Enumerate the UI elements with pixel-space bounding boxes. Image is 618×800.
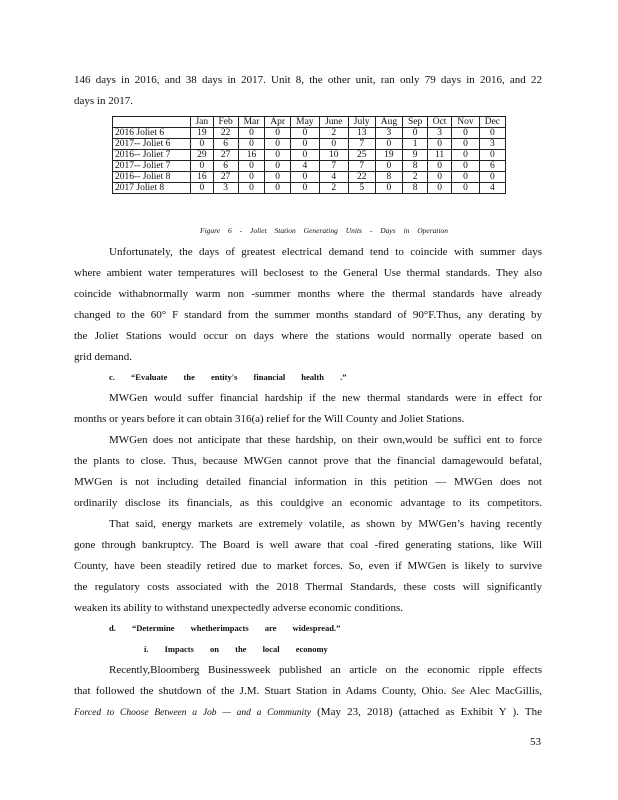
table-cell: 0: [403, 128, 428, 139]
para1-line: the Joliet Stations would occur on days where the stations would normally operate based on: [74, 330, 542, 342]
table-cell: 7: [348, 161, 375, 172]
row-label: 2017-- Joliet 7: [113, 161, 191, 172]
table-cell: 29: [190, 150, 213, 161]
table-header-cell: Oct: [428, 117, 452, 128]
table-cell: 0: [452, 172, 480, 183]
table-cell: 0: [479, 150, 505, 161]
table-header-row: [113, 117, 506, 128]
para5-text: that followed the shutdown of the J.M. Stuart Station in Adams County, Ohio.: [74, 685, 447, 697]
table-header-cell: Mar: [238, 117, 265, 128]
table-cell: 19: [190, 128, 213, 139]
table-cell: 0: [375, 161, 403, 172]
citation-author: Alec MacGillis,: [469, 685, 543, 697]
row-label: 2016 Joliet 6: [113, 128, 191, 139]
table-header-cell: Jan: [190, 117, 213, 128]
table-cell: 0: [452, 128, 480, 139]
table-cell: 6: [213, 139, 238, 150]
para1-line: Unfortunately, the days of greatest electrical demand tend to coincide with summer days: [109, 246, 542, 258]
table-row: [113, 183, 506, 194]
table-cell: 4: [319, 172, 348, 183]
para5-line: Recently,Bloomberg Businessweek published an article on the economic ripple effects: [109, 664, 542, 676]
table-cell: 16: [190, 172, 213, 183]
table-cell: 9: [403, 150, 428, 161]
page-number: 53: [530, 736, 541, 748]
heading-c: c. “Evaluate the entity's financial health .”: [109, 372, 347, 382]
table-cell: 10: [319, 150, 348, 161]
table-cell: 6: [213, 161, 238, 172]
table-header-cell: Nov: [452, 117, 480, 128]
para5-line: [74, 685, 542, 699]
table-cell: 11: [428, 150, 452, 161]
table-cell: 0: [238, 183, 265, 194]
heading-d: d. “Determine whetherimpacts are widespread.”: [109, 623, 341, 633]
table-cell: 4: [290, 161, 319, 172]
para4-line: the regulatory costs associated with the 2018 Thermal Standards, these costs will significantly: [74, 581, 542, 593]
table-row: [113, 172, 506, 183]
row-label: 2017-- Joliet 6: [113, 139, 191, 150]
table-cell: 22: [348, 172, 375, 183]
table-cell: 1: [403, 139, 428, 150]
table-cell: 0: [290, 128, 319, 139]
para1-line: coincide withabnormally warm non -summer months where the thermal standards have already: [74, 288, 542, 300]
table-cell: 3: [375, 128, 403, 139]
table-header-cell: May: [290, 117, 319, 128]
table-header-cell: Dec: [479, 117, 505, 128]
table-cell: 2: [403, 172, 428, 183]
row-label: 2016-- Joliet 7: [113, 150, 191, 161]
table-cell: 0: [428, 161, 452, 172]
table-cell: 0: [375, 183, 403, 194]
table-cell: 0: [375, 139, 403, 150]
table-cell: 0: [479, 128, 505, 139]
table-header-cell: July: [348, 117, 375, 128]
para2-line: months or years before it can obtain 316(a) relief for the Will County and Joliet Stations.: [74, 413, 465, 425]
table-cell: 22: [213, 128, 238, 139]
table-row: [113, 161, 506, 172]
table-cell: 3: [428, 128, 452, 139]
heading-i: i. Impacts on the local economy: [144, 644, 328, 654]
citation-tail: (May 23, 2018) (attached as Exhibit Y ). The: [317, 706, 542, 718]
para4-line: gone through bankruptcy. The Board is well aware that coal -fired generating stations, like Will: [74, 539, 542, 551]
figure-caption: Figure 6 - Joliet Station Generating Units - Days in Operation: [200, 226, 449, 235]
intro-line-2: days in 2017.: [74, 95, 133, 107]
table-cell: 0: [238, 139, 265, 150]
table-cell: 0: [452, 161, 480, 172]
table-row: [113, 128, 506, 139]
table-cell: 0: [290, 139, 319, 150]
para3-line: MWGen is not including detailed financial information in this petition — MWGen does not: [74, 476, 542, 488]
table-cell: 0: [265, 183, 291, 194]
table-cell: 5: [348, 183, 375, 194]
table-cell: 7: [319, 161, 348, 172]
table-cell: 0: [265, 139, 291, 150]
para3-line: ordinarily disclose its financials, as this couldgive an economic advantage to its competitors.: [74, 497, 542, 509]
para4-line: weaken its ability to withstand unexpectedly adverse economic conditions.: [74, 602, 403, 614]
table-cell: 8: [375, 172, 403, 183]
para2-line: MWGen would suffer financial hardship if the new thermal standards were in effect for: [109, 392, 542, 404]
para1-line: grid demand.: [74, 351, 133, 363]
table-cell: 0: [190, 161, 213, 172]
table-cell: 0: [452, 183, 480, 194]
table-cell: 2: [319, 128, 348, 139]
table-cell: 4: [479, 183, 505, 194]
table-cell: 16: [238, 150, 265, 161]
para3-line: the plants to close. Thus, because MWGen cannot prove that the financial damagewould befatal,: [74, 455, 542, 467]
table-cell: 0: [452, 139, 480, 150]
table-cell: 0: [238, 172, 265, 183]
para4-line: That said, energy markets are extremely volatile, as shown by MWGen’s having recently: [109, 518, 542, 530]
table-cell: 27: [213, 172, 238, 183]
table-cell: 3: [213, 183, 238, 194]
article-title: Forced to Choose Between a Job — and a Community: [74, 708, 311, 718]
table-cell: 0: [290, 183, 319, 194]
table-cell: 0: [238, 161, 265, 172]
table-header-cell: Feb: [213, 117, 238, 128]
table-cell: 8: [403, 161, 428, 172]
row-label: 2017 Joliet 8: [113, 183, 191, 194]
table-row: [113, 139, 506, 150]
row-label: 2016-- Joliet 8: [113, 172, 191, 183]
days-in-operation-table: [112, 116, 506, 194]
table-cell: 8: [403, 183, 428, 194]
table-cell: 0: [428, 183, 452, 194]
table-cell: 3: [479, 139, 505, 150]
see-signal: See: [451, 687, 465, 697]
table-cell: 7: [348, 139, 375, 150]
table-row: [113, 150, 506, 161]
table-cell: 0: [238, 128, 265, 139]
para1-line: where ambient water temperatures will beclosest to the General Use thermal standards. They also: [74, 267, 542, 279]
table-cell: 13: [348, 128, 375, 139]
table-cell: 19: [375, 150, 403, 161]
table-cell: 0: [265, 150, 291, 161]
para3-line: MWGen does not anticipate that these hardship, on their own,would be suffici ent to force: [109, 434, 542, 446]
table-cell: 0: [428, 172, 452, 183]
table-cell: 27: [213, 150, 238, 161]
table-cell: 0: [428, 139, 452, 150]
table-header-cell: Apr: [265, 117, 291, 128]
table-cell: 0: [290, 172, 319, 183]
table-cell: 0: [319, 139, 348, 150]
table-cell: 25: [348, 150, 375, 161]
table-cell: 0: [290, 150, 319, 161]
table-cell: 0: [265, 128, 291, 139]
table-cell: 0: [190, 139, 213, 150]
table-header-cell: June: [319, 117, 348, 128]
table-header-cell: Aug: [375, 117, 403, 128]
table-cell: 0: [265, 172, 291, 183]
table-cell: 0: [190, 183, 213, 194]
table-cell: 0: [452, 150, 480, 161]
table-cell: 6: [479, 161, 505, 172]
intro-line-1: 146 days in 2016, and 38 days in 2017. Unit 8, the other unit, ran only 79 days in 2016, and 22: [74, 74, 542, 86]
table-cell: 0: [479, 172, 505, 183]
table-header-cell: Sep: [403, 117, 428, 128]
para1-line: changed to the 60° F standard from the summer months standard of 90°F.Thus, any derating by: [74, 309, 542, 321]
table-cell: 2: [319, 183, 348, 194]
table-cell: 0: [265, 161, 291, 172]
para5-line: [74, 706, 542, 720]
table-header-cell: [113, 117, 191, 128]
para4-line: County, have been steadily retired due to market forces. So, even if MWGen is likely to survive: [74, 560, 542, 572]
